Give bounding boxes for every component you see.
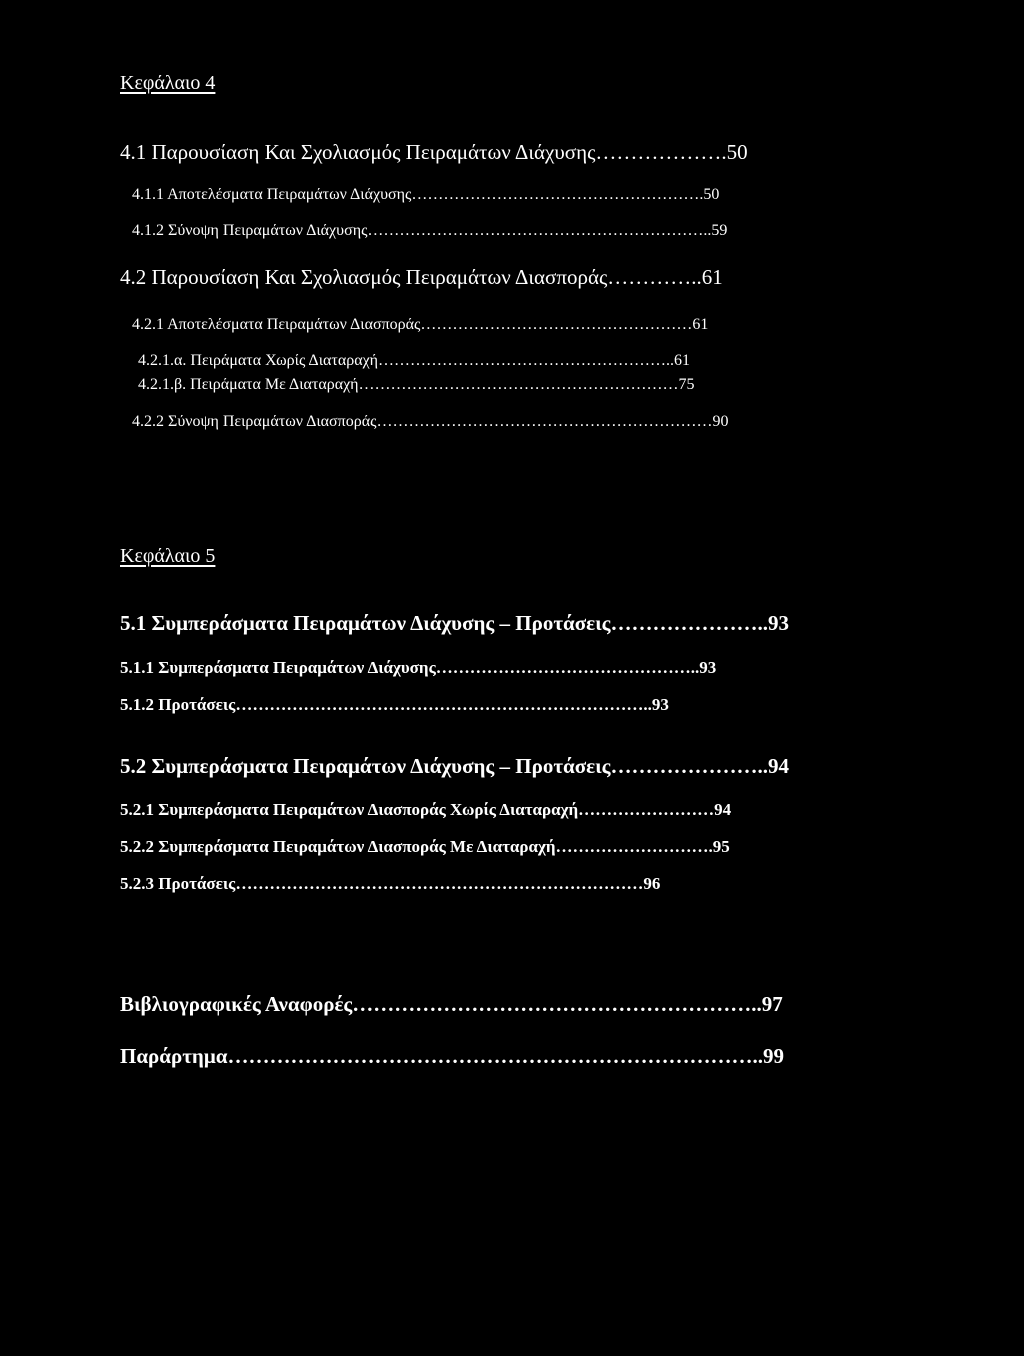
toc-page-number: 97 xyxy=(761,993,783,1016)
toc-leader-dots: ………………….. xyxy=(610,755,769,778)
toc-entry-label: Βιβλιογραφικές Αναφορές xyxy=(120,993,353,1016)
toc-leader-dots: …………………… xyxy=(578,801,715,819)
toc-entry-label: 5.2.2 Συμπεράσματα Πειραμάτων Διασποράς Με Διαταραχή xyxy=(120,838,556,856)
toc-page-number: 90 xyxy=(712,413,729,430)
toc-entry-label: 4.2 Παρουσίαση Και Σχολιασμός Πειραμάτων Διασποράς xyxy=(120,266,608,289)
toc-leader-dots: ……………………………………………….. xyxy=(378,352,675,369)
toc-page-number: 75 xyxy=(678,376,695,393)
toc-entry-label: 4.2.2 Σύνοψη Πειραμάτων Διασποράς xyxy=(132,413,377,430)
toc-entry-label: 4.2.1.β. Πειράματα Με Διαταραχή xyxy=(138,376,359,393)
toc-page-number: 94 xyxy=(714,801,732,819)
toc-entry-5-1-1[interactable] xyxy=(120,659,910,678)
toc-leader-dots: ……………………………………………………………….. xyxy=(235,696,652,714)
toc-entry-label: Παράρτημα xyxy=(120,1045,228,1068)
toc-entry-label: 4.1.2 Σύνοψη Πειραμάτων Διάχυσης xyxy=(132,222,368,239)
toc-entry-5-2-1[interactable] xyxy=(120,801,910,820)
toc-entry-bibliography[interactable] xyxy=(120,993,910,1016)
toc-entry-label: 5.2.3 Προτάσεις xyxy=(120,875,236,893)
toc-entry-label: 5.2.1 Συμπεράσματα Πειραμάτων Διασποράς Χωρίς Διαταραχή xyxy=(120,801,579,819)
toc-leader-dots: ……………………………………………………… xyxy=(376,413,713,430)
toc-entry-4-2[interactable] xyxy=(120,266,910,289)
toc-leader-dots: ………………. xyxy=(595,141,727,164)
toc-page-number: 96 xyxy=(643,875,661,893)
toc-leader-dots: ……………………………………….. xyxy=(435,659,700,677)
toc-entry-appendix[interactable] xyxy=(120,1045,910,1068)
toc-page-number: 61 xyxy=(701,266,723,289)
toc-entry-5-2-3[interactable] xyxy=(120,875,910,894)
chapter-4-heading: Κεφάλαιο 4 xyxy=(120,72,216,94)
toc-page-number: 61 xyxy=(674,352,691,369)
toc-page-number: 99 xyxy=(762,1045,784,1068)
toc-page-number: 93 xyxy=(768,612,790,635)
toc-leader-dots: ………………………. xyxy=(555,838,713,856)
toc-entry-label: 5.2 Συμπεράσματα Πειραμάτων Διάχυσης – Προτάσεις xyxy=(120,755,611,778)
toc-entry-label: 5.1.2 Προτάσεις xyxy=(120,696,236,714)
toc-entry-4-2-1[interactable] xyxy=(132,316,922,334)
toc-entry-4-1[interactable] xyxy=(120,141,910,164)
toc-page-number: 95 xyxy=(712,838,730,856)
toc-page-number: 94 xyxy=(768,755,790,778)
toc-page-number: 93 xyxy=(699,659,717,677)
chapter-5-heading: Κεφάλαιο 5 xyxy=(120,545,216,567)
toc-page-number: 93 xyxy=(651,696,669,714)
toc-entry-5-2[interactable] xyxy=(120,755,910,778)
toc-entry-label: 5.1.1 Συμπεράσματα Πειραμάτων Διάχυσης xyxy=(120,659,436,677)
toc-leader-dots: ………….. xyxy=(607,266,702,289)
toc-page-number: 50 xyxy=(703,186,720,203)
toc-entry-label: 4.1.1 Αποτελέσματα Πειραμάτων Διάχυσης xyxy=(132,186,412,203)
toc-leader-dots: …………………………………………… xyxy=(420,316,693,333)
toc-leader-dots: ………………………………………………………………….. xyxy=(227,1045,763,1068)
toc-leader-dots: …………………………………………………… xyxy=(358,376,679,393)
toc-entry-5-1[interactable] xyxy=(120,612,910,635)
toc-entry-5-2-2[interactable] xyxy=(120,838,910,857)
toc-leader-dots: ………………………………………………….. xyxy=(352,993,762,1016)
toc-entry-label: 4.2.1.α. Πειράματα Χωρίς Διαταραχή xyxy=(138,352,379,369)
toc-page-number: 59 xyxy=(711,222,728,239)
toc-entry-4-2-1-b[interactable] xyxy=(138,376,928,394)
toc-entry-4-2-2[interactable] xyxy=(132,413,922,431)
toc-leader-dots: ………………….. xyxy=(610,612,769,635)
toc-entry-4-2-1-a[interactable] xyxy=(138,352,928,370)
toc-page-number: 50 xyxy=(726,141,748,164)
toc-leader-dots: ……………………………………………………….. xyxy=(367,222,712,239)
toc-entry-5-1-2[interactable] xyxy=(120,696,910,715)
toc-leader-dots: ………………………………………………. xyxy=(411,186,704,203)
toc-entry-label: 5.1 Συμπεράσματα Πειραμάτων Διάχυσης – Προτάσεις xyxy=(120,612,611,635)
toc-page-number: 61 xyxy=(692,316,709,333)
toc-entry-4-1-2[interactable] xyxy=(132,222,922,240)
toc-entry-label: 4.1 Παρουσίαση Και Σχολιασμός Πειραμάτων Διάχυσης xyxy=(120,141,596,164)
toc-entry-label: 4.2.1 Αποτελέσματα Πειραμάτων Διασποράς xyxy=(132,316,421,333)
toc-leader-dots: ……………………………………………………………… xyxy=(235,875,644,893)
toc-entry-4-1-1[interactable] xyxy=(132,186,922,204)
